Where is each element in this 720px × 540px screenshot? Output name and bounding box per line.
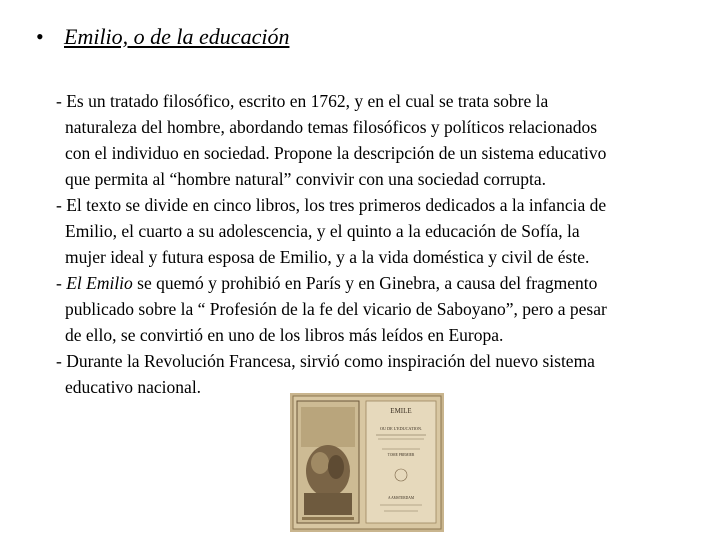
book-cover-image	[290, 393, 444, 532]
paragraph-line: con el individuo en sociedad. Propone la descripción de un sistema educativo	[65, 143, 607, 163]
paragraph-2	[56, 192, 696, 270]
paragraph-line: mujer ideal y futura esposa de Emilio, y a la vida doméstica y civil de éste.	[65, 247, 590, 267]
paragraph-line: educativo nacional.	[65, 377, 202, 397]
slide-title: Emilio, o de la educación	[64, 24, 290, 49]
book-tome-text: TOME PREMIER	[387, 453, 415, 457]
title-row	[36, 24, 289, 50]
book-title-text: EMILE	[390, 407, 412, 415]
paragraph-line	[56, 270, 696, 296]
paragraph-line: de ello, se convirtió en uno de los libros más leídos en Europa.	[65, 325, 504, 345]
paragraph-line: que permita al “hombre natural” convivir con una sociedad corrupta.	[65, 169, 547, 189]
book-title-italic: El Emilio	[66, 273, 133, 293]
book-subtitle-text: OU DE L'EDUCATION.	[379, 426, 423, 431]
paragraph-text: se quemó y prohibió en París y en Ginebra, a causa del fragmento	[137, 273, 598, 293]
paragraph-prefix: -	[56, 273, 67, 293]
paragraph-3	[56, 270, 696, 348]
paragraph-line: - El texto se divide en cinco libros, los tres primeros dedicados a la infancia de	[56, 195, 607, 215]
paragraph-line: publicado sobre la “ Profesión de la fe del vicario de Saboyano”, pero a pesar	[65, 299, 607, 319]
paragraph-1	[56, 88, 696, 192]
slide-body	[56, 88, 696, 400]
paragraph-line: - Durante la Revolución Francesa, sirvió como inspiración del nuevo sistema	[56, 351, 595, 371]
paragraph-line: - Es un tratado filosófico, escrito en 1762, y en el cual se trata sobre la	[56, 91, 549, 111]
paragraph-line: Emilio, el cuarto a su adolescencia, y el quinto a la educación de Sofía, la	[65, 221, 580, 241]
paragraph-line: naturaleza del hombre, abordando temas filosóficos y políticos relacionados	[65, 117, 598, 137]
book-place-text: A AMSTERDAM	[387, 496, 415, 500]
bullet-icon: •	[36, 24, 44, 49]
